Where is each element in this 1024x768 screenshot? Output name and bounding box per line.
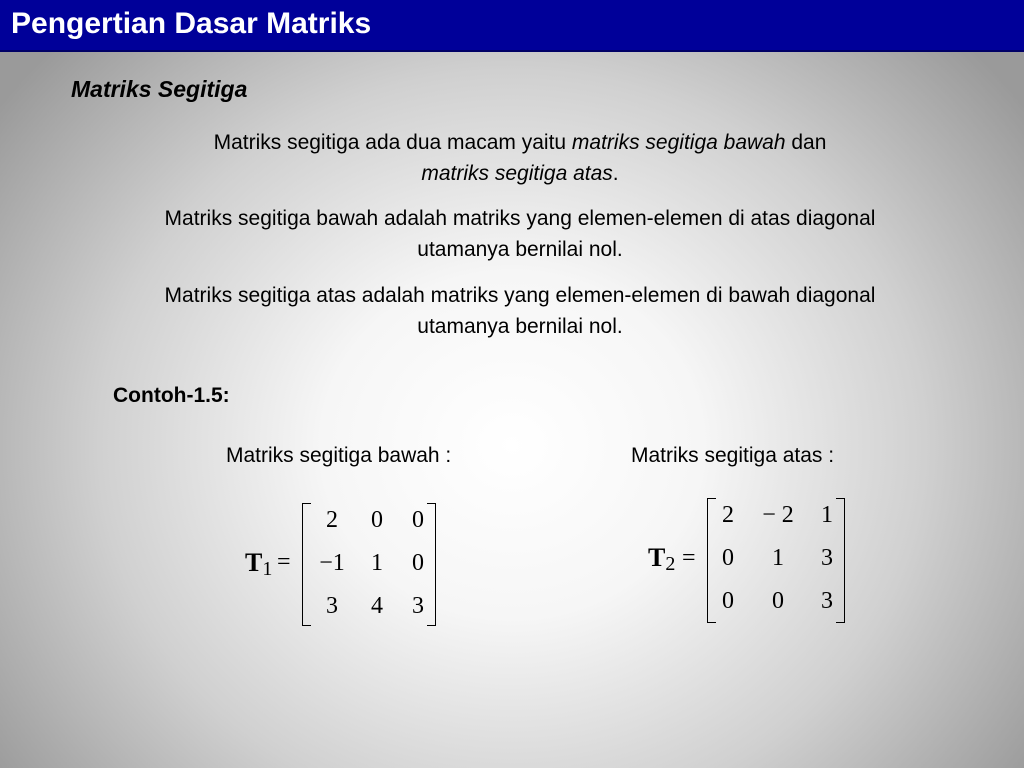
term-lower-triangular: matriks segitiga bawah: [571, 131, 786, 154]
lower-equals-sign: =: [277, 549, 291, 575]
paragraph-types: [120, 127, 920, 189]
lower-matrix-cell-r3-c2: 4: [371, 593, 383, 619]
upper-matrix-cell-r1-c3: 1: [821, 502, 833, 528]
upper-matrix-cell-r2-c1: 0: [722, 545, 734, 571]
lower-matrix-subscript: 1: [262, 558, 273, 580]
paragraph-types-text: Matriks segitiga ada dua macam yaitu: [213, 131, 572, 154]
paragraph-upper-definition: Matriks segitiga atas adalah matriks yang elemen-elemen di bawah diagonal utamanya bernilai nol.: [164, 284, 876, 338]
title-bar: [0, 0, 1024, 52]
lower-matrix-cell-r1-c3: 0: [412, 507, 424, 533]
lower-matrix-cell-r1-c1: 2: [326, 507, 338, 533]
lower-matrix-letter: T: [245, 548, 263, 577]
lower-matrix-cell-r1-c2: 0: [371, 507, 383, 533]
upper-equals-sign: =: [682, 545, 696, 571]
lower-left-bracket: [302, 503, 311, 626]
example-label: Contoh-1.5:: [113, 384, 230, 407]
lower-matrix-cell-r2-c2: 1: [371, 550, 383, 576]
upper-matrix-caption: Matriks segitiga atas :: [631, 444, 835, 467]
slide-title: Pengertian Dasar Matriks: [11, 7, 372, 40]
term-upper-triangular: matriks segitiga atas: [421, 162, 613, 185]
upper-matrix-cell-r3-c2: 0: [772, 588, 784, 614]
lower-matrix-cell-r3-c1: 3: [326, 593, 338, 619]
upper-matrix-cell-r3-c1: 0: [722, 588, 734, 614]
lower-matrix-caption: Matriks segitiga bawah :: [226, 444, 452, 467]
paragraph-lower-definition: Matriks segitiga bawah adalah matriks yang elemen-elemen di atas diagonal utamanya bernilai nol.: [164, 207, 876, 261]
upper-matrix-cell-r1-c2: − 2: [762, 502, 794, 528]
lower-matrix-cell-r2-c1: −1: [319, 550, 345, 576]
section-subtitle: Matriks Segitiga: [71, 76, 248, 102]
lower-matrix-cell-r2-c3: 0: [412, 550, 424, 576]
upper-matrix-cell-r2-c3: 3: [821, 545, 833, 571]
upper-matrix-subscript: 2: [665, 553, 676, 575]
upper-matrix-letter: T: [648, 543, 666, 572]
paragraph-types-period: .: [612, 162, 619, 185]
upper-matrix-cell-r3-c3: 3: [821, 588, 833, 614]
upper-matrix-cell-r1-c1: 2: [722, 502, 734, 528]
lower-matrix-name: [245, 548, 272, 581]
upper-matrix-name: [648, 543, 675, 576]
paragraph-types-conjunction: dan: [785, 131, 827, 154]
upper-matrix-cell-r2-c2: 1: [772, 545, 784, 571]
lower-matrix-cell-r3-c3: 3: [412, 593, 424, 619]
